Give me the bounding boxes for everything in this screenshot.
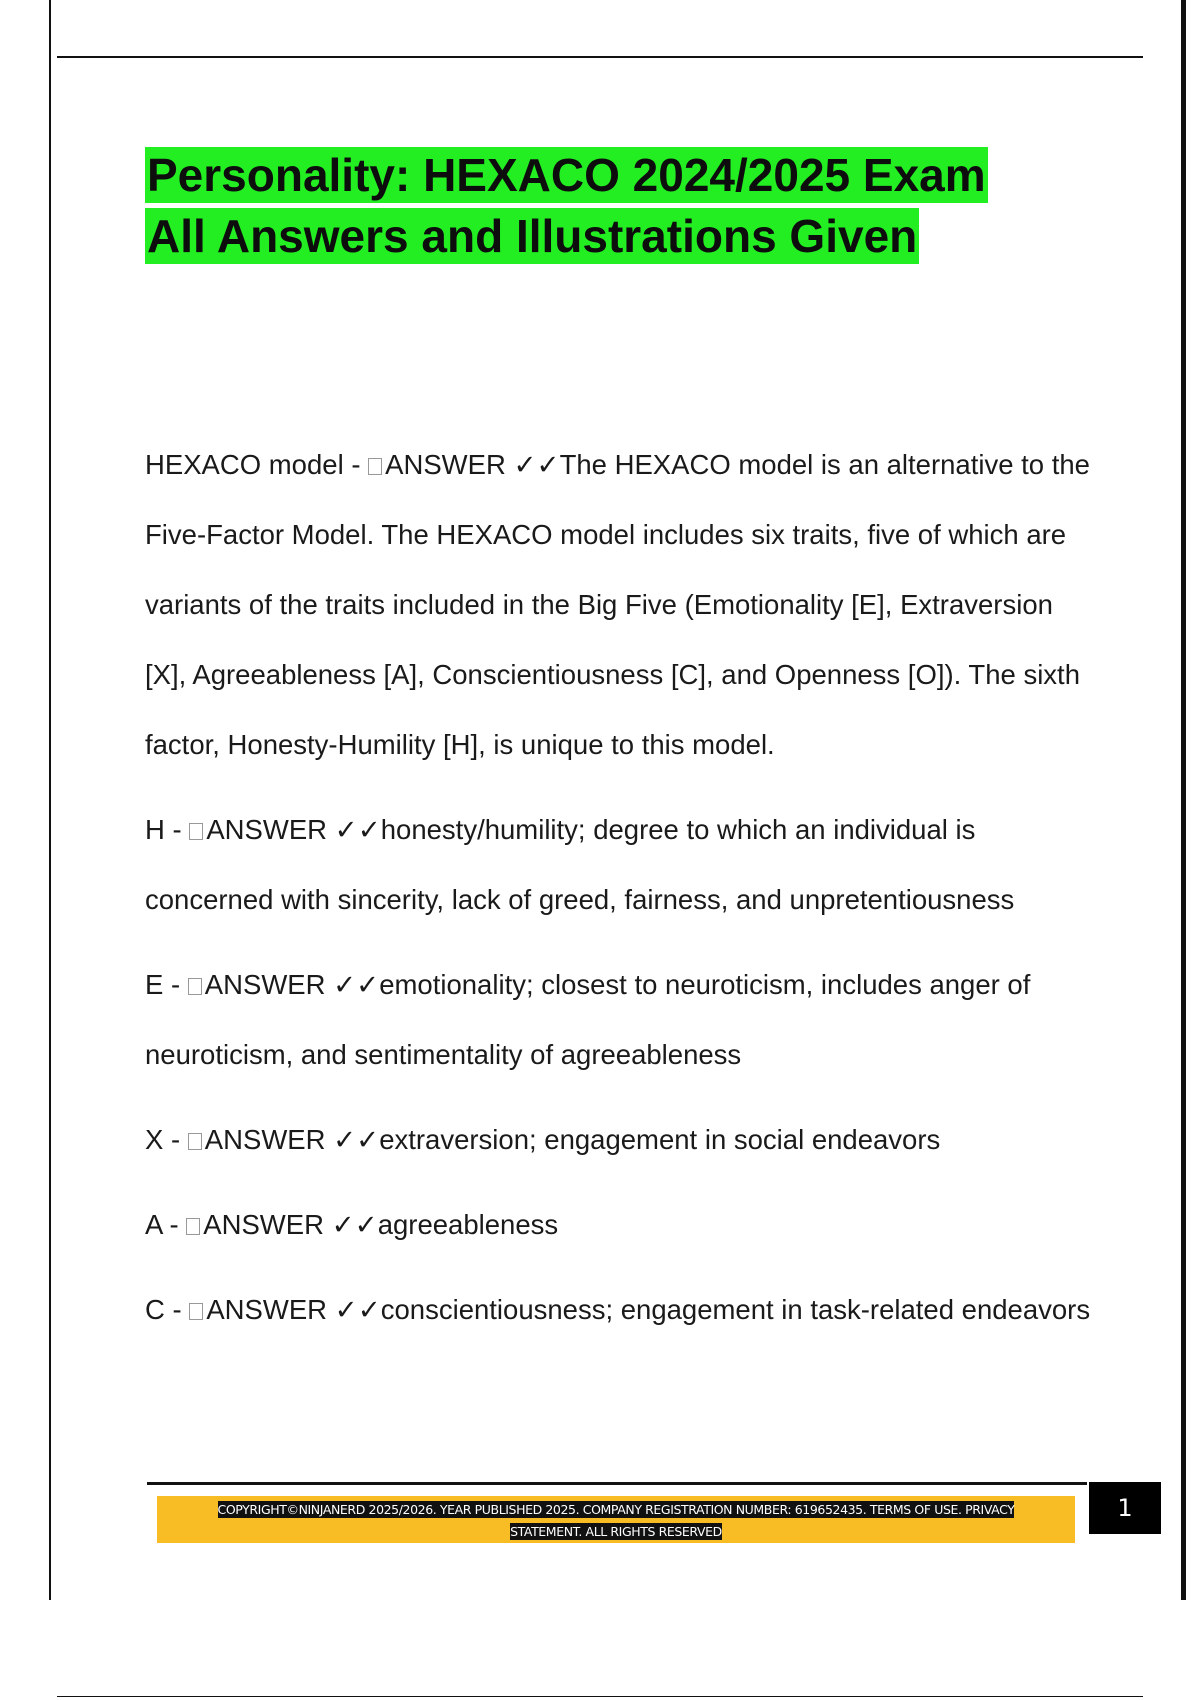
qa-item-x — [145, 1105, 1095, 1175]
qa-item-e — [145, 950, 1095, 1090]
answer-marker: ANSWER ✓✓ — [206, 1294, 381, 1325]
document-title — [145, 145, 1145, 267]
title-line-2: All Answers and Illustrations Given — [147, 210, 918, 262]
missing-glyph-box — [186, 1218, 200, 1235]
bottom-rule — [57, 1696, 1143, 1697]
copyright-line-2: STATEMENT. ALL RIGHTS RESERVED — [510, 1524, 722, 1539]
qa-list — [145, 430, 1095, 1345]
qa-answer: extraversion; engagement in social endeavors — [379, 1124, 941, 1155]
missing-glyph-box — [368, 458, 382, 475]
page-border-right — [1181, 0, 1186, 1600]
qa-answer: honesty/humility; degree to which an individual is concerned with sincerity, lack of greed, fairness, and unpretentiousness — [145, 814, 1015, 915]
qa-answer: emotionality; closest to neuroticism, includes anger of neuroticism, and sentimentality of agreeableness — [145, 969, 1031, 1070]
qa-term: HEXACO model - — [145, 449, 369, 480]
qa-term: H - — [145, 814, 190, 845]
answer-marker: ANSWER ✓✓ — [203, 1209, 378, 1240]
copyright-line-1: COPYRIGHT©NINJANERD 2025/2026. YEAR PUBLISHED 2025. COMPANY REGISTRATION NUMBER: 619652435. TERMS OF USE. PRIVACY — [217, 1502, 1015, 1517]
qa-term: E - — [145, 969, 188, 1000]
answer-marker: ANSWER ✓✓ — [385, 449, 560, 480]
missing-glyph-box — [188, 978, 202, 995]
header-rule — [57, 56, 1143, 58]
qa-item-c — [145, 1275, 1095, 1345]
page-border-left — [49, 0, 51, 1600]
qa-term: X - — [145, 1124, 188, 1155]
qa-term: C - — [145, 1294, 190, 1325]
qa-answer: conscientiousness; engagement in task-related endeavors — [380, 1294, 1091, 1325]
title-line-1: Personality: HEXACO 2024/2025 Exam — [147, 149, 986, 201]
missing-glyph-box — [189, 1303, 203, 1320]
qa-answer: The HEXACO model is an alternative to the Five-Factor Model. The HEXACO model includes six traits, five of which are variants of the traits included in the Big Five (Emotionality [E], Extraversion [X], Agreeableness [A], Conscientiousness [C], and Openness [O]). The sixth factor, Honesty-Humility [H], is unique to this model. — [145, 449, 1090, 760]
footer-rule — [147, 1482, 1087, 1485]
qa-item-hexaco-model — [145, 430, 1095, 780]
qa-answer: agreeableness — [377, 1209, 559, 1240]
qa-item-h — [145, 795, 1095, 935]
page-number: 1 — [1089, 1482, 1161, 1534]
qa-item-a — [145, 1190, 1095, 1260]
missing-glyph-box — [189, 823, 203, 840]
answer-marker: ANSWER ✓✓ — [204, 1124, 380, 1155]
answer-marker: ANSWER ✓✓ — [204, 969, 380, 1000]
qa-term: A - — [145, 1209, 187, 1240]
answer-marker: ANSWER ✓✓ — [206, 814, 381, 845]
missing-glyph-box — [188, 1133, 202, 1150]
footer-copyright — [160, 1499, 1072, 1543]
